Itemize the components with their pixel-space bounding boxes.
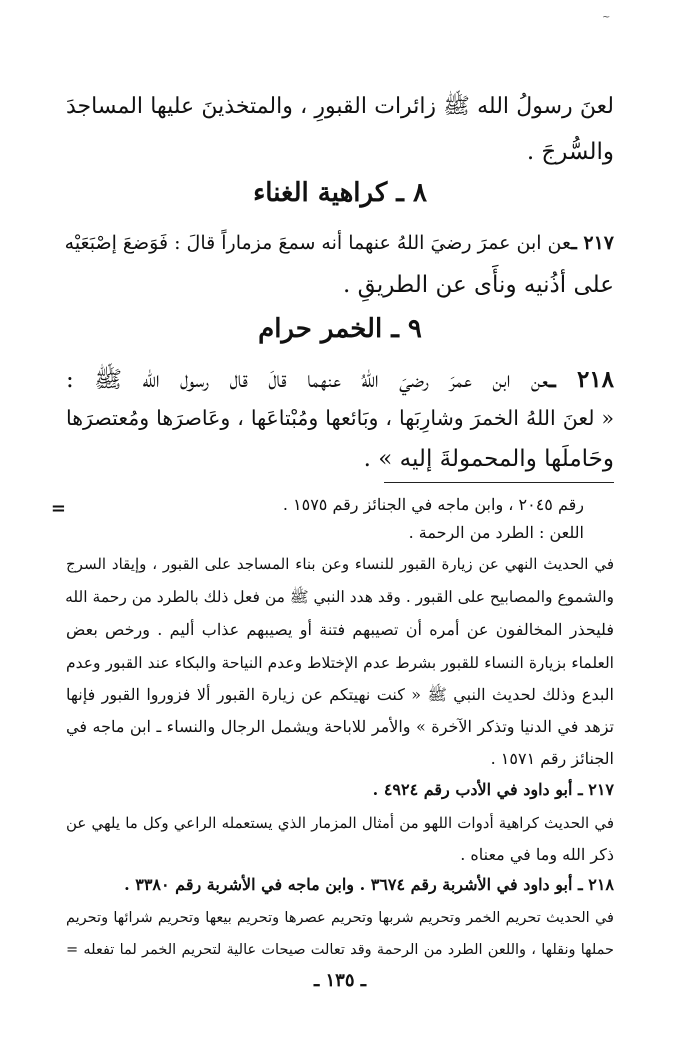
footnote-line-14: في الحديث تحريم الخمر وتحريم شربها وتحريم عصرها وتحريم بيعها وتحريم شرائها وتحريم [66,910,614,926]
footnote-line-5: فليحذر المخالفون عن أمره أن تصيبهم فتنة أو يصيبهم عذاب أليم . ورخص بعض [66,620,614,639]
corner-mark: ~ [602,12,611,23]
hadith-217-line-1 [66,228,614,258]
hadith-218-line-2: « لعنَ اللهُ الخمرَ وشارِبَها ، وبَائعها ومُبْتاعَها ، وعَاصرَها ومُعتصرَها [66,406,614,430]
section-heading-9: ٩ ـ الخمر حرام [258,314,422,344]
hadith-217-text-a: عن ابن عمرَ رضيَ اللهُ عنهما أنه سمعَ مزماراً قالَ : فَوَضعَ إصْبَعَيْه [64,232,572,254]
footnote-line-3: في الحديث النهي عن زيارة القبور للنساء وعن بناء المساجد على القبور ، وإيقاد السرج [66,555,614,573]
hadith-218-line-1 [66,365,614,395]
footnote-line-7: البدع وذلك لحديث النبي ﷺ « كنت نهيتكم عن زيارة القبور ألا فزوروا القبور فإنها [66,685,614,704]
footnote-line-13: ٢١٨ ـ أبو داود في الأشربة رقم ٣٦٧٤ . وابن ماجه في الأشربة رقم ٣٣٨٠ . [124,875,614,894]
body-line-1: لعنَ رسولُ الله ﷺ زائرات القبورِ ، والمتخذينَ عليها المساجدَ [66,94,614,119]
footnote-line-2: اللعن : الطرد من الرحمة . [408,523,584,542]
hadith-218-line-3: وحَاملَها والمحمولةَ إليه » . [363,446,614,472]
footnote-line-15: حملها ونقلها ، واللعن الطرد من الرحمة وقد تعالت صيحات عالية لتحريم الخمر لما تفعله = [66,942,614,958]
section-heading-8: ٨ ـ كراهية الغناء [253,178,427,208]
body-line-2: والسُّرجَ . [526,139,614,165]
footnote-line-10: ٢١٧ ـ أبو داود في الأدب رقم ٤٩٢٤ . [372,780,614,799]
footnote-separator [384,482,614,483]
footnote-line-6: العلماء بزيارة النساء للقبور بشرط عدم الإختلاط وعدم النياحة والبكاء عند القبور وعدم [66,654,614,672]
footnote-line-12: ذكر الله وما في معناه . [460,845,614,864]
footnote-line-9: الجنائز رقم ١٥٧١ . [490,749,614,768]
hadith-217-number: ٢١٧ ـ [571,232,614,254]
hadith-218-number: ٢١٨ ـ [549,366,614,393]
footnote-line-11: في الحديث كراهية أدوات اللهو من أمثال المزمار الذي يستعمله الراعي وكل ما يلهي عن [66,814,614,832]
footnote-line-1: رقم ٢٠٤٥ ، وابن ماجه في الجنائز رقم ١٥٧٥ . [282,495,584,514]
continuation-mark: = [50,498,66,519]
hadith-217-line-2: على أذُنيه ونأَى عن الطريقِ . [343,272,614,298]
footnote-line-4: والشموع والمصابيح على القبور . وقد هدد النبي ﷺ من فعل ذلك بالطرد من رحمة الله [65,588,614,606]
footnote-line-8: تزهد في الدنيا وتذكر الآخرة » والأمر للاباحة ويشمل الرجال والنساء ـ ابن ماجه في [66,717,614,736]
page-number: ـ ١٣٥ ـ [313,970,367,991]
hadith-218-text-a: عن ابن عمرَ رضيَ اللهُ عنهما قالَ قال رسول الله ﷺ : [66,367,550,393]
